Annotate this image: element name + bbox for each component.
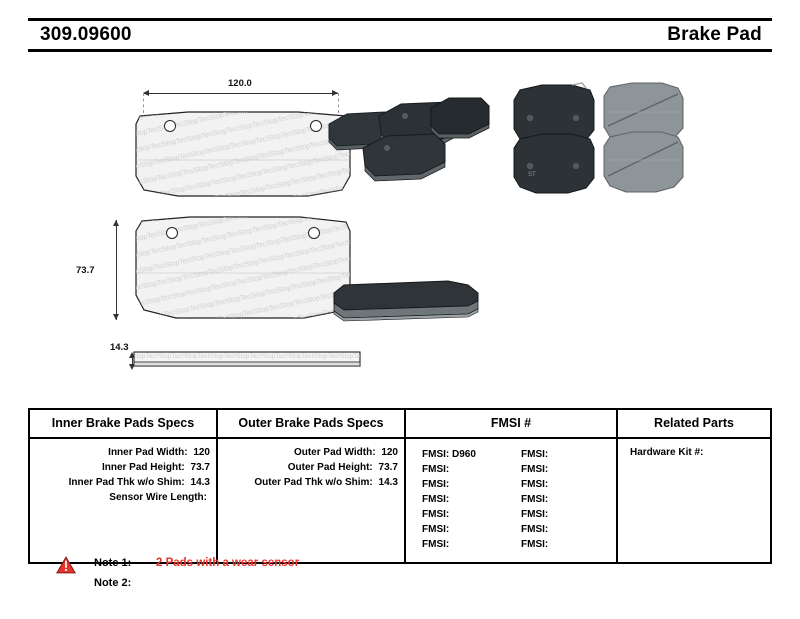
column-header-outer-specs: Outer Brake Pads Specs <box>218 410 406 437</box>
product-photo-pad-edge <box>328 275 488 325</box>
sensor-wire-length-value <box>207 492 210 503</box>
table-row <box>36 475 210 490</box>
fmsi-label: FMSI: <box>521 509 549 520</box>
note-1-label: Note 1: <box>94 557 132 569</box>
table-row <box>224 460 398 475</box>
inner-pad-thickness-label: Inner Pad Thk w/o Shim: <box>68 477 185 488</box>
product-photo-pad-set-flat <box>508 82 688 202</box>
dimension-arrow-up <box>113 220 119 226</box>
notes-section <box>28 553 528 593</box>
note-2-label: Note 2: <box>94 577 132 589</box>
document-header <box>28 18 772 52</box>
table-row <box>36 460 210 475</box>
dimension-line-width <box>143 93 338 94</box>
fmsi-column-left <box>412 447 511 552</box>
specifications-table <box>28 408 772 564</box>
outer-pad-thickness-value: 14.3 <box>378 477 398 488</box>
fmsi-label: FMSI: <box>521 479 549 490</box>
outer-pad-width-label: Outer Pad Width: <box>293 447 376 458</box>
cell-inner-specs <box>30 439 218 562</box>
list-item <box>511 492 610 507</box>
note-1-text: 2 Pads with a wear sensor <box>156 557 300 569</box>
table-row <box>224 445 398 460</box>
hardware-kit-label: Hardware Kit #: <box>630 447 704 458</box>
list-item <box>511 447 610 462</box>
dimension-arrow-down <box>113 314 119 320</box>
outer-pad-width-value: 120 <box>381 447 398 458</box>
pad-edge-view <box>132 348 372 374</box>
sensor-wire-length-label: Sensor Wire Length: <box>109 492 207 503</box>
dimension-label-thickness: 14.3 <box>110 342 129 353</box>
svg-text:ST: ST <box>528 172 536 178</box>
list-item <box>412 522 511 537</box>
table-row <box>224 475 398 490</box>
fmsi-label: FMSI: <box>422 494 450 505</box>
product-photo-pad-set-angled <box>323 90 493 200</box>
outer-pad-thickness-label: Outer Pad Thk w/o Shim: <box>254 477 373 488</box>
fmsi-label: FMSI: <box>422 524 450 535</box>
fmsi-label: FMSI: <box>422 509 450 520</box>
cell-related-parts <box>618 439 770 562</box>
cell-fmsi <box>406 439 618 562</box>
page-title: Brake Pad <box>667 24 762 45</box>
list-item <box>511 522 610 537</box>
fmsi-label: FMSI: <box>422 449 450 460</box>
outer-pad-height-label: Outer Pad Height: <box>287 462 373 473</box>
fmsi-label: FMSI: <box>521 524 549 535</box>
column-header-fmsi: FMSI # <box>406 410 618 437</box>
list-item <box>511 462 610 477</box>
fmsi-label: FMSI: <box>521 539 549 550</box>
inner-pad-width-label: Inner Pad Width: <box>108 447 188 458</box>
note-row-1 <box>28 553 528 573</box>
column-header-inner-specs: Inner Brake Pads Specs <box>30 410 218 437</box>
fmsi-label: FMSI: <box>422 464 450 475</box>
fmsi-column-right <box>511 447 610 552</box>
list-item <box>412 462 511 477</box>
inner-pad-thickness-value: 14.3 <box>190 477 210 488</box>
table-header-row <box>30 410 770 439</box>
dimension-label-width: 120.0 <box>228 78 252 89</box>
list-item <box>412 477 511 492</box>
table-row <box>36 490 210 505</box>
note-row-2 <box>28 573 528 593</box>
fmsi-value: D960 <box>452 449 476 460</box>
cell-outer-specs <box>218 439 406 562</box>
fmsi-label: FMSI: <box>521 449 549 460</box>
part-number: 309.09600 <box>40 24 132 45</box>
list-item <box>511 537 610 552</box>
fmsi-label: FMSI: <box>521 464 549 475</box>
list-item <box>511 477 610 492</box>
list-item <box>412 537 511 552</box>
fmsi-label: FMSI: <box>422 539 450 550</box>
dimension-line-height <box>116 220 117 320</box>
fmsi-label: FMSI: <box>521 494 549 505</box>
list-item <box>412 492 511 507</box>
inner-pad-width-value: 120 <box>193 447 210 458</box>
table-row <box>36 445 210 460</box>
list-item <box>511 507 610 522</box>
list-item <box>412 507 511 522</box>
list-item <box>624 445 764 460</box>
technical-drawing-area <box>28 60 772 390</box>
inner-pad-height-label: Inner Pad Height: <box>101 462 185 473</box>
list-item <box>412 447 511 462</box>
outer-pad-height-value: 73.7 <box>378 462 398 473</box>
dimension-label-height: 73.7 <box>76 265 95 276</box>
inner-pad-height-value: 73.7 <box>190 462 210 473</box>
table-body-row <box>30 439 770 562</box>
column-header-related-parts: Related Parts <box>654 416 734 430</box>
fmsi-label: FMSI: <box>422 479 450 490</box>
